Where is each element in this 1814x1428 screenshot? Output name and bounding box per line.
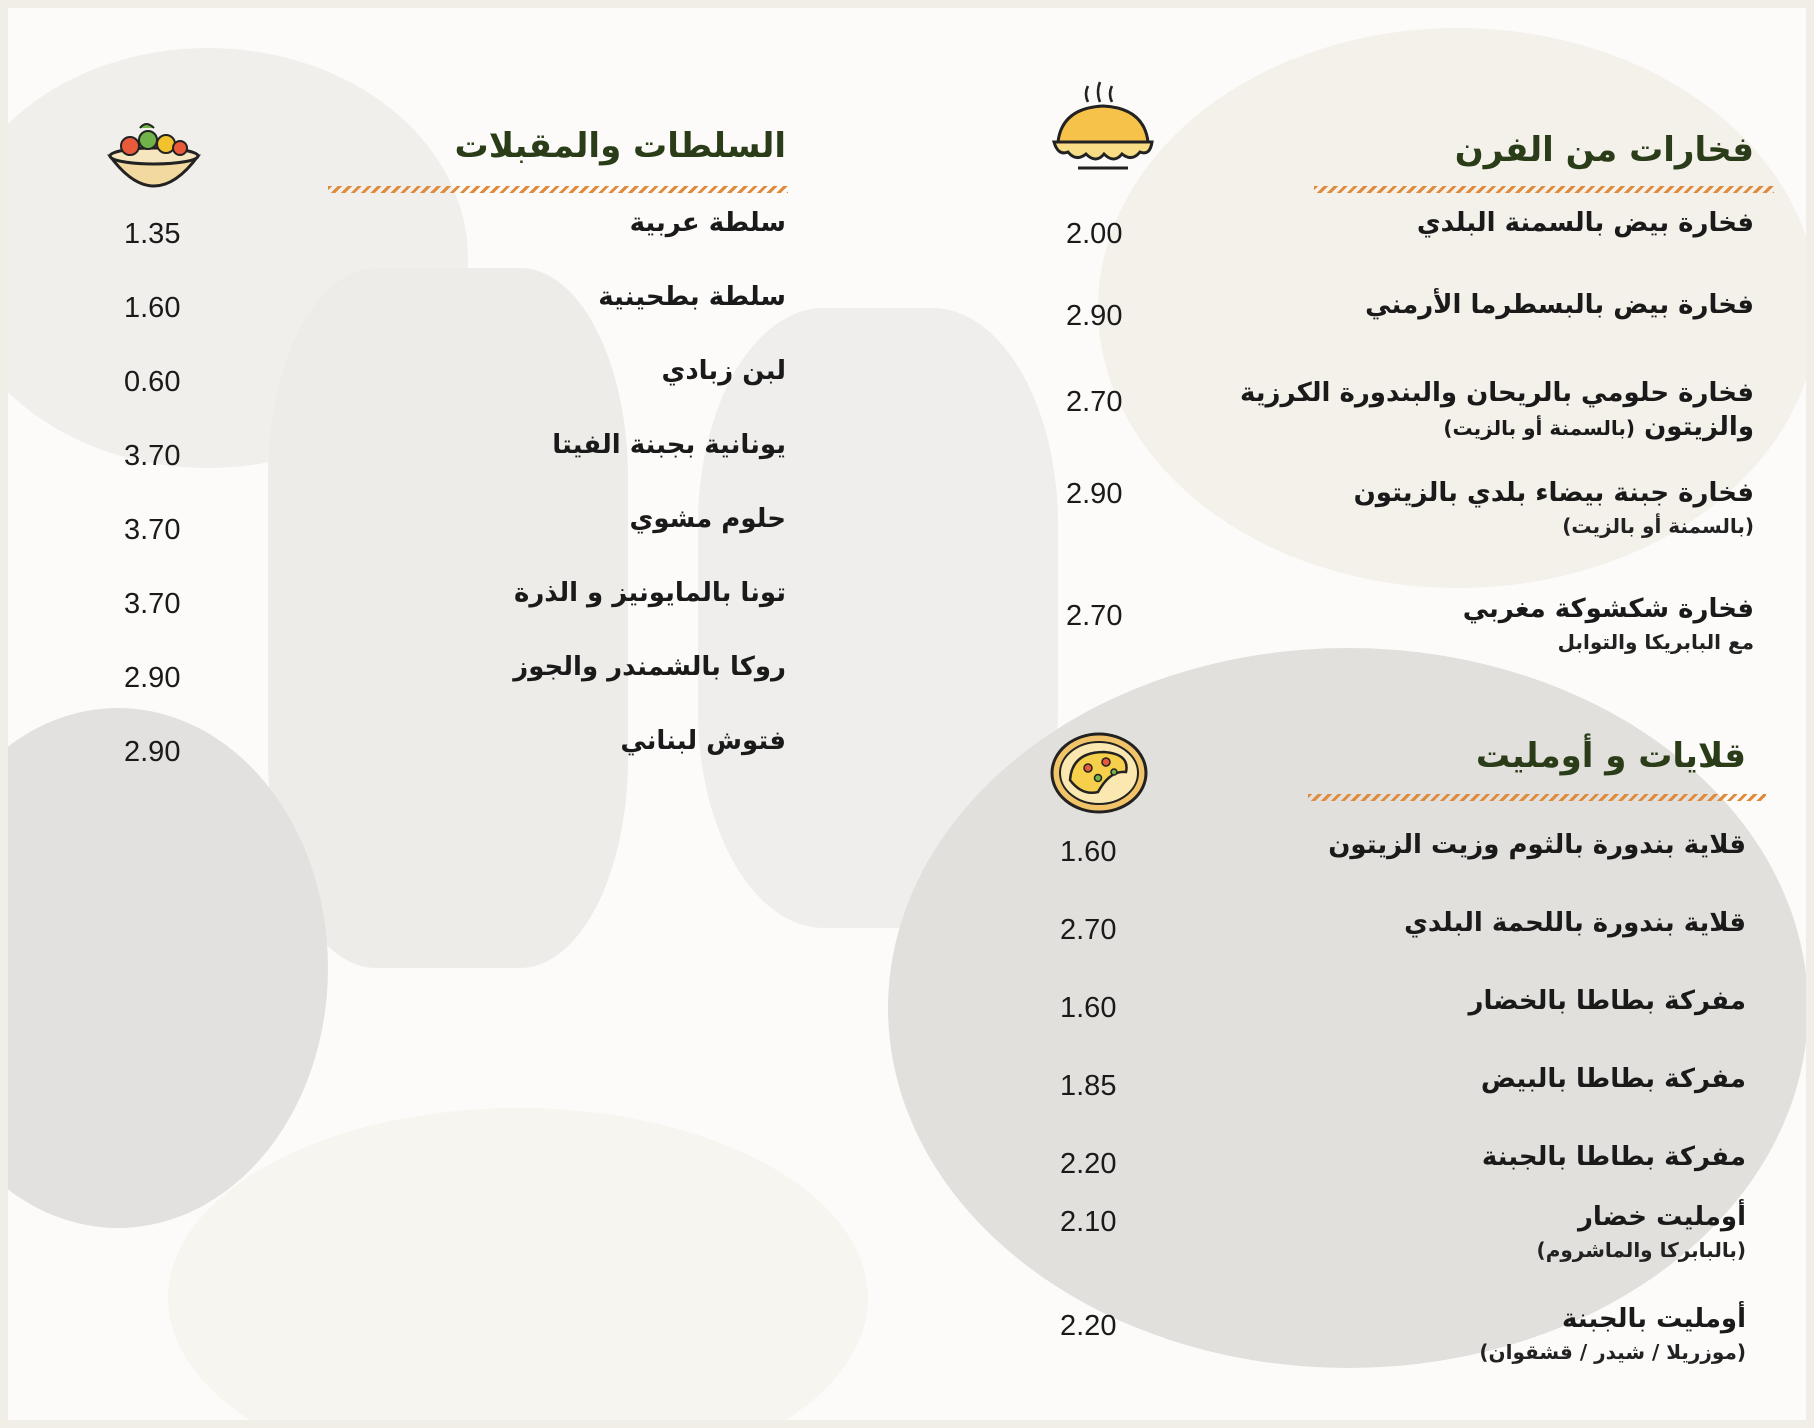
oven-item-3-name: فخارة حلومي بالريحان والبندورة الكرزية bbox=[1239, 378, 1754, 408]
oven-item-3-line2-text: والزيتون bbox=[1644, 412, 1754, 442]
oven-item-3 bbox=[1240, 378, 1754, 442]
salad-item-5-price: 3.70 bbox=[124, 514, 181, 546]
salad-bowl-icon bbox=[104, 120, 204, 200]
fries-item-6 bbox=[1537, 1202, 1746, 1262]
fries-item-1-price: 1.60 bbox=[1060, 836, 1117, 868]
fries-item-5-name: مفركة بطاطا بالجبنة bbox=[1481, 1142, 1746, 1172]
salad-item-3-price: 0.60 bbox=[124, 366, 181, 398]
fries-item-7 bbox=[1479, 1304, 1746, 1364]
oven-item-3-price: 2.70 bbox=[1066, 386, 1123, 418]
salads-title-underline bbox=[328, 186, 788, 193]
salad-item-1-name: سلطة عربية bbox=[629, 208, 786, 238]
fries-item-2-price: 2.70 bbox=[1060, 914, 1117, 946]
oven-item-2-price: 2.90 bbox=[1066, 300, 1123, 332]
fries-item-3-name: مفركة بطاطا بالخضار bbox=[1468, 986, 1746, 1016]
fries-item-7-name: أومليت بالجبنة bbox=[1562, 1304, 1746, 1334]
oven-title: فخارات من الفرن bbox=[1454, 130, 1754, 170]
salad-item-2-price: 1.60 bbox=[124, 292, 181, 324]
pie-icon bbox=[1048, 80, 1158, 180]
salad-item-4-price: 3.70 bbox=[124, 440, 181, 472]
salad-item-4-name: يونانية بجبنة الفيتا bbox=[552, 430, 786, 460]
fries-item-1-name: قلاية بندورة بالثوم وزيت الزيتون bbox=[1328, 830, 1746, 860]
fries-item-4-name: مفركة بطاطا بالبيض bbox=[1480, 1064, 1746, 1094]
oven-title-underline bbox=[1314, 186, 1774, 193]
fries-item-3-price: 1.60 bbox=[1060, 992, 1117, 1024]
oven-item-4-price: 2.90 bbox=[1066, 478, 1123, 510]
salad-item-8-name: فتوش لبناني bbox=[620, 726, 786, 756]
fries-item-5-price: 2.20 bbox=[1060, 1148, 1117, 1180]
salad-item-5-name: حلوم مشوي bbox=[629, 504, 786, 534]
fries-item-6-name: أومليت خضار bbox=[1577, 1202, 1746, 1232]
oven-item-3-line2 bbox=[1240, 412, 1754, 442]
oven-item-2-name: فخارة بيض بالبسطرما الأرمني bbox=[1365, 290, 1754, 320]
omelette-icon bbox=[1048, 730, 1150, 816]
fries-item-7-price: 2.20 bbox=[1060, 1310, 1117, 1342]
oven-item-5-name: فخارة شكشوكة مغربي bbox=[1462, 594, 1754, 624]
salad-item-7-price: 2.90 bbox=[124, 662, 181, 694]
salad-item-6-name: تونا بالمايونيز و الذرة bbox=[513, 578, 786, 608]
oven-item-1-price: 2.00 bbox=[1066, 218, 1123, 250]
salad-item-7-name: روكا بالشمندر والجوز bbox=[513, 652, 786, 682]
salad-item-3-name: لبن زبادي bbox=[661, 356, 786, 386]
salad-item-2-name: سلطة بطحينية bbox=[598, 282, 786, 312]
salad-item-6-price: 3.70 bbox=[124, 588, 181, 620]
salad-item-1-price: 1.35 bbox=[124, 218, 181, 250]
fries-item-7-note: (موزريلا / شيدر / قشقوان) bbox=[1479, 1340, 1746, 1364]
fries-item-2-name: قلاية بندورة باللحمة البلدي bbox=[1404, 908, 1746, 938]
menu-page bbox=[8, 8, 1806, 1420]
oven-item-1-name: فخارة بيض بالسمنة البلدي bbox=[1416, 208, 1754, 238]
oven-item-5-note: مع البابريكا والتوابل bbox=[1557, 630, 1754, 654]
fries-item-6-note: (بالبابركا والماشروم) bbox=[1536, 1238, 1746, 1262]
oven-item-5 bbox=[1463, 594, 1754, 654]
oven-item-4 bbox=[1354, 478, 1754, 538]
oven-item-5-price: 2.70 bbox=[1066, 600, 1123, 632]
fries-item-4-price: 1.85 bbox=[1060, 1070, 1117, 1102]
fries-title-underline bbox=[1308, 794, 1766, 801]
oven-item-3-note: (بالسمنة أو بالزيت) bbox=[1443, 416, 1636, 440]
fries-item-6-price: 2.10 bbox=[1060, 1206, 1117, 1238]
oven-item-4-name: فخارة جبنة بيضاء بلدي بالزيتون bbox=[1353, 478, 1754, 508]
salad-item-8-price: 2.90 bbox=[124, 736, 181, 768]
salads-title: السلطات والمقبلات bbox=[454, 126, 786, 166]
oven-item-4-note: (بالسمنة أو بالزيت) bbox=[1562, 514, 1754, 538]
fries-title: قلايات و أومليت bbox=[1475, 736, 1746, 776]
